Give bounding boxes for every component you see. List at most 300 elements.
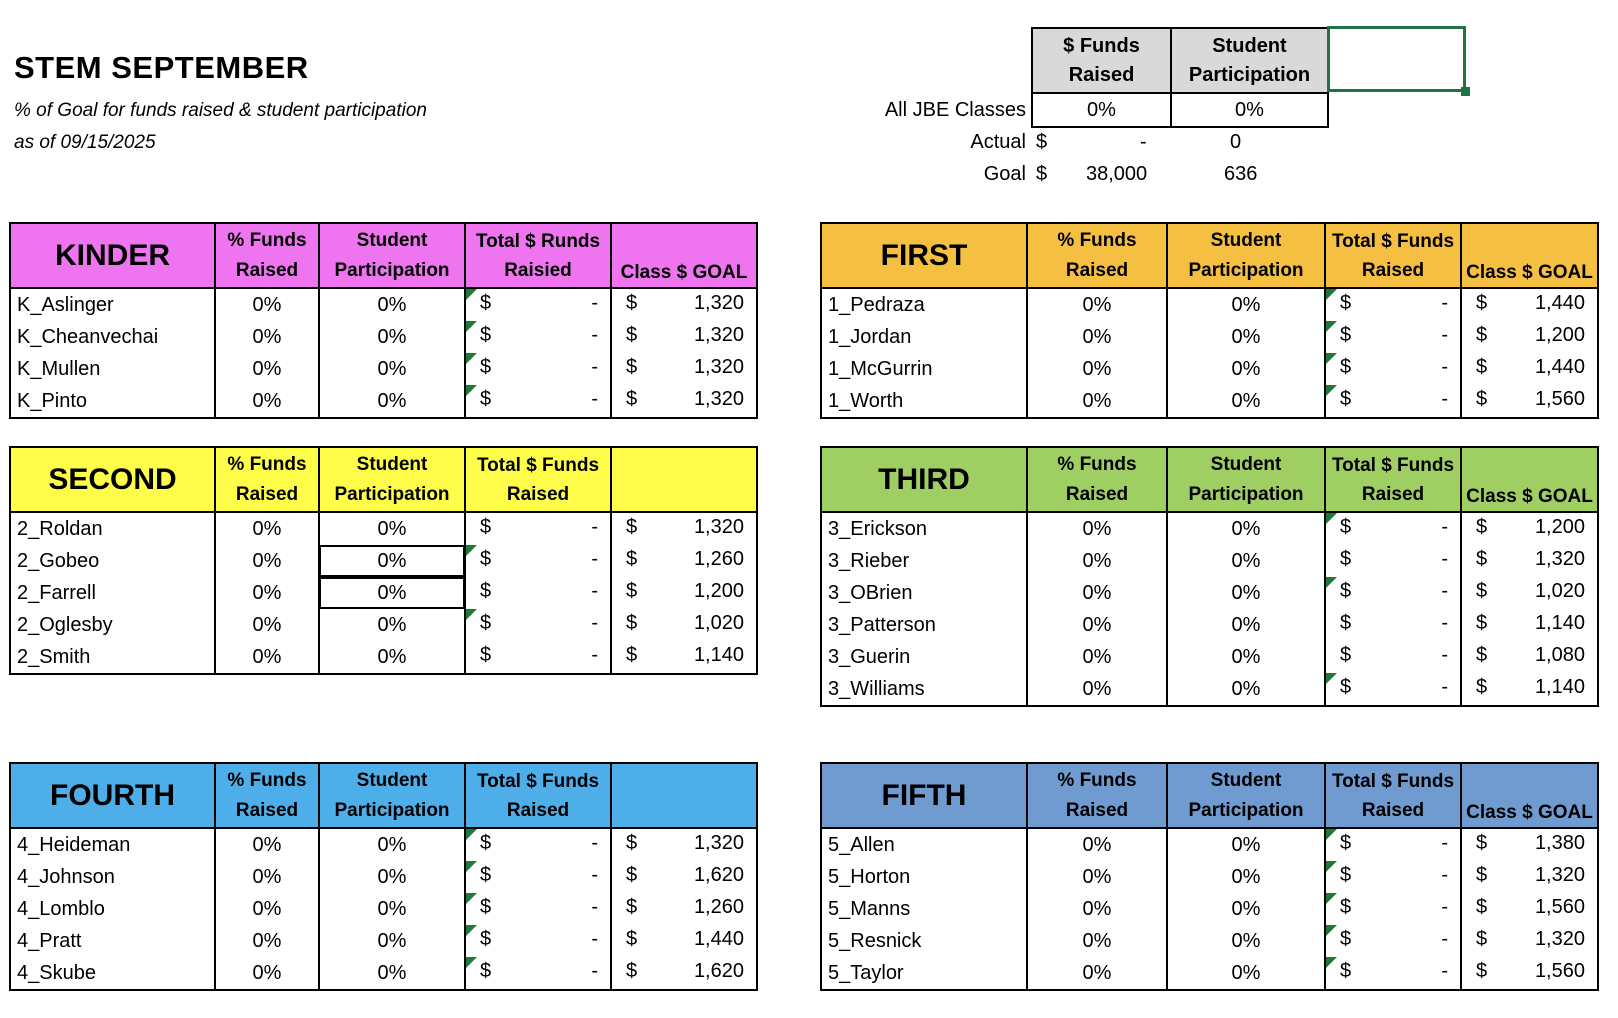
currency-symbol: $ (1476, 388, 1488, 410)
pct-funds-cell[interactable]: 0% (215, 957, 319, 990)
class-name-cell[interactable]: K_Pinto (10, 385, 215, 418)
class-goal-value: 1,560 (1534, 388, 1585, 410)
pct-funds-cell[interactable]: 0% (1027, 288, 1167, 321)
currency-symbol: $ (1340, 960, 1352, 982)
header-class-goal[interactable] (611, 447, 757, 512)
total-funds-cell[interactable] (1325, 957, 1461, 990)
total-funds-value: - (1441, 960, 1448, 982)
currency-symbol: $ (480, 388, 492, 410)
class-goal-cell[interactable] (1461, 353, 1598, 385)
class-goal-cell[interactable] (1461, 957, 1598, 990)
summary-all-label[interactable]: All JBE Classes (884, 99, 1026, 121)
summary-goal-participation[interactable]: 636 (1224, 163, 1258, 185)
header-participation[interactable]: Student Participation (1167, 223, 1325, 288)
currency-symbol: $ (1340, 896, 1352, 918)
table-row (10, 577, 757, 609)
class-name-cell[interactable]: K_Cheanvechai (10, 321, 215, 353)
table-row (821, 861, 1598, 893)
total-funds-cell[interactable] (1325, 545, 1461, 577)
participation-cell[interactable]: 0% (1167, 673, 1325, 706)
total-funds-value: - (591, 864, 598, 886)
total-funds-cell[interactable] (1325, 385, 1461, 418)
table-row (10, 545, 757, 577)
class-name-cell[interactable]: 3_Patterson (821, 609, 1027, 641)
grade-table-fourth (9, 762, 758, 991)
summary-goal-currency: $ (1036, 163, 1048, 185)
class-goal-cell[interactable] (1461, 577, 1598, 609)
class-name-cell[interactable]: 5_Taylor (821, 957, 1027, 990)
class-name-cell[interactable]: 2_Roldan (10, 512, 215, 545)
class-name-cell[interactable]: 3_Williams (821, 673, 1027, 706)
header-total-funds[interactable]: Total $ Funds Raised (1325, 763, 1461, 828)
summary-actual-participation[interactable]: 0 (1230, 131, 1242, 153)
header-total-funds[interactable]: Total $ Funds Raised (1325, 223, 1461, 288)
pct-funds-cell[interactable]: 0% (1027, 828, 1167, 861)
pct-funds-cell[interactable]: 0% (215, 577, 319, 609)
header-class-goal[interactable]: Class $ GOAL (611, 223, 757, 288)
header-class-goal[interactable]: Class $ GOAL (1461, 447, 1598, 512)
currency-symbol: $ (480, 324, 492, 346)
currency-symbol: $ (1476, 292, 1488, 314)
currency-symbol: $ (1340, 864, 1352, 886)
currency-symbol: $ (1476, 356, 1488, 378)
header-total-funds[interactable]: Total $ Funds Raised (465, 763, 611, 828)
header-participation[interactable]: Student Participation (319, 763, 465, 828)
summary-funds-header[interactable]: $ Funds Raised (1032, 28, 1171, 93)
class-goal-cell[interactable] (611, 385, 757, 418)
class-goal-cell[interactable] (611, 828, 757, 861)
pct-funds-cell[interactable]: 0% (215, 353, 319, 385)
class-name-cell[interactable]: 4_Lomblo (10, 893, 215, 925)
currency-symbol: $ (1340, 324, 1352, 346)
total-funds-cell[interactable] (465, 925, 611, 957)
pct-funds-cell[interactable]: 0% (215, 828, 319, 861)
class-name-cell[interactable]: 1_Worth (821, 385, 1027, 418)
total-funds-cell[interactable] (465, 288, 611, 321)
table-row (10, 925, 757, 957)
participation-cell[interactable]: 0% (319, 577, 465, 609)
currency-symbol: $ (1476, 676, 1488, 698)
class-goal-value: 1,620 (693, 864, 744, 886)
currency-symbol: $ (1476, 644, 1488, 666)
class-name-cell[interactable]: 5_Resnick (821, 925, 1027, 957)
pct-funds-cell[interactable]: 0% (1027, 673, 1167, 706)
class-goal-value: 1,320 (693, 356, 744, 378)
total-funds-cell[interactable] (1325, 925, 1461, 957)
class-name-cell[interactable]: 3_OBrien (821, 577, 1027, 609)
participation-cell[interactable]: 0% (1167, 577, 1325, 609)
summary-actual-label[interactable]: Actual (970, 131, 1026, 153)
selected-cell[interactable] (1327, 26, 1466, 92)
total-funds-cell[interactable] (1325, 512, 1461, 545)
total-funds-value: - (591, 580, 598, 602)
header-participation[interactable]: Student Participation (319, 223, 465, 288)
table-row (10, 353, 757, 385)
class-name-cell[interactable]: 1_Pedraza (821, 288, 1027, 321)
pct-funds-cell[interactable]: 0% (1027, 609, 1167, 641)
total-funds-cell[interactable] (465, 385, 611, 418)
class-goal-value: 1,200 (1534, 516, 1585, 538)
currency-symbol: $ (1476, 960, 1488, 982)
total-funds-cell[interactable] (1325, 609, 1461, 641)
summary-participation-header[interactable]: Student Participation (1171, 28, 1328, 93)
class-name-cell[interactable]: 5_Manns (821, 893, 1027, 925)
total-funds-value: - (1441, 548, 1448, 570)
class-name-cell[interactable]: 2_Farrell (10, 577, 215, 609)
total-funds-cell[interactable] (1325, 353, 1461, 385)
total-funds-cell[interactable] (1325, 577, 1461, 609)
currency-symbol: $ (626, 548, 638, 570)
total-funds-cell[interactable] (1325, 288, 1461, 321)
currency-symbol: $ (1476, 580, 1488, 602)
grade-table-fifth (820, 762, 1599, 991)
participation-cell[interactable]: 0% (319, 545, 465, 577)
participation-cell[interactable]: 0% (319, 288, 465, 321)
pct-funds-cell[interactable]: 0% (1027, 545, 1167, 577)
currency-symbol: $ (1340, 832, 1352, 854)
class-name-cell[interactable]: 2_Gobeo (10, 545, 215, 577)
currency-symbol: $ (1476, 548, 1488, 570)
class-goal-value: 1,320 (1534, 928, 1585, 950)
pct-funds-cell[interactable]: 0% (1027, 861, 1167, 893)
pct-funds-cell[interactable]: 0% (1027, 957, 1167, 990)
pct-funds-cell[interactable]: 0% (1027, 353, 1167, 385)
class-goal-value: 1,320 (693, 388, 744, 410)
class-goal-cell[interactable] (611, 512, 757, 545)
total-funds-value: - (1441, 676, 1448, 698)
class-goal-cell[interactable] (1461, 545, 1598, 577)
total-funds-value: - (591, 960, 598, 982)
currency-symbol: $ (1476, 516, 1488, 538)
grade-name-first[interactable]: FIRST (821, 223, 1027, 288)
header-participation[interactable]: Student Participation (319, 447, 465, 512)
pct-funds-cell[interactable]: 0% (215, 609, 319, 641)
table-row (821, 641, 1598, 673)
subtitle-date[interactable]: as of 09/15/2025 (14, 132, 156, 153)
header-pct-funds[interactable]: % Funds Raised (1027, 223, 1167, 288)
class-goal-cell[interactable] (611, 321, 757, 353)
class-goal-cell[interactable] (1461, 385, 1598, 418)
total-funds-cell[interactable] (465, 545, 611, 577)
participation-cell[interactable]: 0% (319, 925, 465, 957)
table-row (821, 353, 1598, 385)
header-pct-funds[interactable]: % Funds Raised (215, 447, 319, 512)
class-goal-cell[interactable] (611, 353, 757, 385)
class-goal-value: 1,440 (693, 928, 744, 950)
summary-all-funds[interactable]: 0% (1032, 93, 1171, 127)
pct-funds-cell[interactable]: 0% (1027, 385, 1167, 418)
pct-funds-cell[interactable]: 0% (215, 545, 319, 577)
class-name-cell[interactable]: K_Mullen (10, 353, 215, 385)
header-class-goal[interactable] (611, 763, 757, 828)
class-goal-cell[interactable] (1461, 861, 1598, 893)
total-funds-value: - (1441, 928, 1448, 950)
pct-funds-cell[interactable]: 0% (215, 641, 319, 674)
pct-funds-cell[interactable]: 0% (215, 385, 319, 418)
class-name-cell[interactable]: 4_Pratt (10, 925, 215, 957)
participation-cell[interactable]: 0% (1167, 512, 1325, 545)
total-funds-cell[interactable] (1325, 641, 1461, 673)
total-funds-cell[interactable] (465, 828, 611, 861)
class-name-cell[interactable]: 1_McGurrin (821, 353, 1027, 385)
class-goal-value: 1,140 (1534, 676, 1585, 698)
class-goal-cell[interactable] (611, 641, 757, 674)
participation-cell[interactable]: 0% (1167, 321, 1325, 353)
class-goal-value: 1,320 (693, 292, 744, 314)
participation-cell[interactable]: 0% (1167, 288, 1325, 321)
pct-funds-cell[interactable]: 0% (215, 512, 319, 545)
class-goal-value: 1,200 (1534, 324, 1585, 346)
table-row (821, 577, 1598, 609)
currency-symbol: $ (1340, 676, 1352, 698)
header-pct-funds[interactable]: % Funds Raised (1027, 447, 1167, 512)
class-goal-cell[interactable] (611, 577, 757, 609)
pct-funds-cell[interactable]: 0% (215, 893, 319, 925)
participation-cell[interactable]: 0% (1167, 641, 1325, 673)
participation-cell[interactable]: 0% (319, 641, 465, 674)
pct-funds-cell[interactable]: 0% (1027, 577, 1167, 609)
participation-cell[interactable]: 0% (1167, 957, 1325, 990)
class-name-cell[interactable]: 3_Guerin (821, 641, 1027, 673)
class-name-cell[interactable]: 3_Erickson (821, 512, 1027, 545)
class-goal-cell[interactable] (611, 957, 757, 990)
total-funds-cell[interactable] (1325, 893, 1461, 925)
grade-name-second[interactable]: SECOND (10, 447, 215, 512)
summary-table (1031, 27, 1329, 128)
class-name-cell[interactable]: 3_Rieber (821, 545, 1027, 577)
currency-symbol: $ (626, 324, 638, 346)
class-name-cell[interactable]: K_Aslinger (10, 288, 215, 321)
participation-cell[interactable]: 0% (319, 385, 465, 418)
class-goal-value: 1,320 (693, 516, 744, 538)
class-goal-cell[interactable] (611, 861, 757, 893)
currency-symbol: $ (1340, 612, 1352, 634)
total-funds-value: - (1441, 292, 1448, 314)
table-row (821, 288, 1598, 321)
participation-cell[interactable]: 0% (319, 512, 465, 545)
grade-name-kinder[interactable]: KINDER (10, 223, 215, 288)
total-funds-cell[interactable] (465, 353, 611, 385)
table-row (821, 673, 1598, 706)
table-row (10, 641, 757, 674)
currency-symbol: $ (1340, 516, 1352, 538)
class-goal-cell[interactable] (1461, 321, 1598, 353)
class-goal-value: 1,320 (693, 324, 744, 346)
participation-cell[interactable]: 0% (319, 321, 465, 353)
class-goal-value: 1,320 (1534, 548, 1585, 570)
currency-symbol: $ (480, 896, 492, 918)
currency-symbol: $ (626, 580, 638, 602)
class-goal-value: 1,080 (1534, 644, 1585, 666)
class-goal-cell[interactable] (611, 925, 757, 957)
participation-cell[interactable]: 0% (1167, 609, 1325, 641)
total-funds-cell[interactable] (465, 512, 611, 545)
class-goal-cell[interactable] (1461, 609, 1598, 641)
class-goal-value: 1,020 (693, 612, 744, 634)
participation-cell[interactable]: 0% (1167, 545, 1325, 577)
currency-symbol: $ (626, 356, 638, 378)
participation-cell[interactable]: 0% (1167, 861, 1325, 893)
total-funds-value: - (1441, 388, 1448, 410)
currency-symbol: $ (480, 516, 492, 538)
class-name-cell[interactable]: 2_Oglesby (10, 609, 215, 641)
participation-cell[interactable]: 0% (319, 828, 465, 861)
currency-symbol: $ (626, 928, 638, 950)
grade-table-kinder (9, 222, 758, 419)
currency-symbol: $ (1340, 928, 1352, 950)
pct-funds-cell[interactable]: 0% (1027, 641, 1167, 673)
header-pct-funds[interactable]: % Funds Raised (215, 223, 319, 288)
header-participation[interactable]: Student Participation (1167, 763, 1325, 828)
header-participation[interactable]: Student Participation (1167, 447, 1325, 512)
total-funds-value: - (591, 644, 598, 666)
currency-symbol: $ (626, 896, 638, 918)
header-total-funds[interactable]: Total $ Funds Raised (465, 447, 611, 512)
currency-symbol: $ (1340, 356, 1352, 378)
currency-symbol: $ (480, 612, 492, 634)
class-goal-cell[interactable] (611, 609, 757, 641)
total-funds-value: - (591, 324, 598, 346)
participation-cell[interactable]: 0% (1167, 353, 1325, 385)
participation-cell[interactable]: 0% (319, 957, 465, 990)
header-class-goal[interactable]: Class $ GOAL (1461, 223, 1598, 288)
total-funds-value: - (591, 292, 598, 314)
total-funds-value: - (1441, 864, 1448, 886)
total-funds-cell[interactable] (1325, 673, 1461, 706)
total-funds-value: - (1441, 612, 1448, 634)
participation-cell[interactable]: 0% (1167, 385, 1325, 418)
summary-goal-funds[interactable]: 38,000 (1086, 163, 1148, 185)
sheet-title[interactable]: STEM SEPTEMBER (14, 50, 309, 85)
class-goal-cell[interactable] (1461, 893, 1598, 925)
class-name-cell[interactable]: 2_Smith (10, 641, 215, 674)
class-goal-cell[interactable] (1461, 641, 1598, 673)
total-funds-cell[interactable] (465, 321, 611, 353)
summary-all-participation[interactable]: 0% (1171, 93, 1328, 127)
table-row (821, 957, 1598, 990)
class-goal-cell[interactable] (1461, 828, 1598, 861)
pct-funds-cell[interactable]: 0% (215, 288, 319, 321)
pct-funds-cell[interactable]: 0% (215, 861, 319, 893)
summary-actual-funds[interactable]: - (1140, 131, 1147, 153)
total-funds-value: - (1441, 356, 1448, 378)
grade-table-first (820, 222, 1599, 419)
currency-symbol: $ (1340, 388, 1352, 410)
pct-funds-cell[interactable]: 0% (215, 925, 319, 957)
total-funds-cell[interactable] (465, 957, 611, 990)
total-funds-value: - (1441, 832, 1448, 854)
currency-symbol: $ (1340, 292, 1352, 314)
total-funds-cell[interactable] (465, 609, 611, 641)
class-name-cell[interactable]: 4_Skube (10, 957, 215, 990)
class-goal-value: 1,620 (693, 960, 744, 982)
total-funds-cell[interactable] (465, 641, 611, 674)
class-name-cell[interactable]: 4_Johnson (10, 861, 215, 893)
grade-name-fourth[interactable]: FOURTH (10, 763, 215, 828)
summary-goal-label[interactable]: Goal (983, 163, 1026, 185)
pct-funds-cell[interactable]: 0% (1027, 893, 1167, 925)
table-row (10, 893, 757, 925)
fill-handle[interactable] (1461, 87, 1470, 96)
header-total-funds[interactable]: Total $ Runds Raisied (465, 223, 611, 288)
pct-funds-cell[interactable]: 0% (1027, 512, 1167, 545)
table-row (10, 321, 757, 353)
class-goal-cell[interactable] (1461, 288, 1598, 321)
total-funds-cell[interactable] (465, 893, 611, 925)
class-goal-cell[interactable] (1461, 512, 1598, 545)
currency-symbol: $ (626, 388, 638, 410)
table-row (821, 893, 1598, 925)
class-name-cell[interactable]: 1_Jordan (821, 321, 1027, 353)
pct-funds-cell[interactable]: 0% (215, 321, 319, 353)
currency-symbol: $ (480, 644, 492, 666)
currency-symbol: $ (626, 292, 638, 314)
total-funds-value: - (1441, 324, 1448, 346)
header-class-goal[interactable]: Class $ GOAL (1461, 763, 1598, 828)
total-funds-value: - (591, 548, 598, 570)
currency-symbol: $ (1340, 644, 1352, 666)
total-funds-cell[interactable] (1325, 321, 1461, 353)
header-pct-funds[interactable]: % Funds Raised (1027, 763, 1167, 828)
total-funds-cell[interactable] (465, 577, 611, 609)
total-funds-value: - (591, 516, 598, 538)
summary-actual-currency: $ (1036, 131, 1048, 153)
table-row (10, 385, 757, 418)
currency-symbol: $ (626, 516, 638, 538)
class-name-cell[interactable]: 4_Heideman (10, 828, 215, 861)
total-funds-value: - (591, 612, 598, 634)
class-name-cell[interactable]: 5_Horton (821, 861, 1027, 893)
currency-symbol: $ (1476, 928, 1488, 950)
participation-cell[interactable]: 0% (1167, 925, 1325, 957)
class-name-cell[interactable]: 5_Allen (821, 828, 1027, 861)
pct-funds-cell[interactable]: 0% (1027, 321, 1167, 353)
total-funds-value: - (591, 896, 598, 918)
participation-cell[interactable]: 0% (319, 353, 465, 385)
class-goal-value: 1,260 (693, 896, 744, 918)
class-goal-cell[interactable] (1461, 673, 1598, 706)
currency-symbol: $ (626, 612, 638, 634)
total-funds-cell[interactable] (1325, 861, 1461, 893)
currency-symbol: $ (480, 832, 492, 854)
grade-name-third[interactable]: THIRD (821, 447, 1027, 512)
grade-name-fifth[interactable]: FIFTH (821, 763, 1027, 828)
pct-funds-cell[interactable]: 0% (1027, 925, 1167, 957)
header-total-funds[interactable]: Total $ Funds Raised (1325, 447, 1461, 512)
class-goal-cell[interactable] (611, 288, 757, 321)
table-row (10, 512, 757, 545)
class-goal-cell[interactable] (611, 545, 757, 577)
class-goal-value: 1,560 (1534, 960, 1585, 982)
participation-cell[interactable]: 0% (1167, 893, 1325, 925)
subtitle-description[interactable]: % of Goal for funds raised & student participation (14, 100, 427, 121)
participation-cell[interactable]: 0% (319, 893, 465, 925)
participation-cell[interactable]: 0% (319, 861, 465, 893)
class-goal-value: 1,140 (693, 644, 744, 666)
class-goal-cell[interactable] (1461, 925, 1598, 957)
currency-symbol: $ (480, 580, 492, 602)
total-funds-value: - (1441, 580, 1448, 602)
class-goal-cell[interactable] (611, 893, 757, 925)
grade-table-third (820, 446, 1599, 707)
total-funds-value: - (591, 832, 598, 854)
header-pct-funds[interactable]: % Funds Raised (215, 763, 319, 828)
participation-cell[interactable]: 0% (1167, 828, 1325, 861)
total-funds-cell[interactable] (465, 861, 611, 893)
total-funds-cell[interactable] (1325, 828, 1461, 861)
currency-symbol: $ (480, 548, 492, 570)
participation-cell[interactable]: 0% (319, 609, 465, 641)
